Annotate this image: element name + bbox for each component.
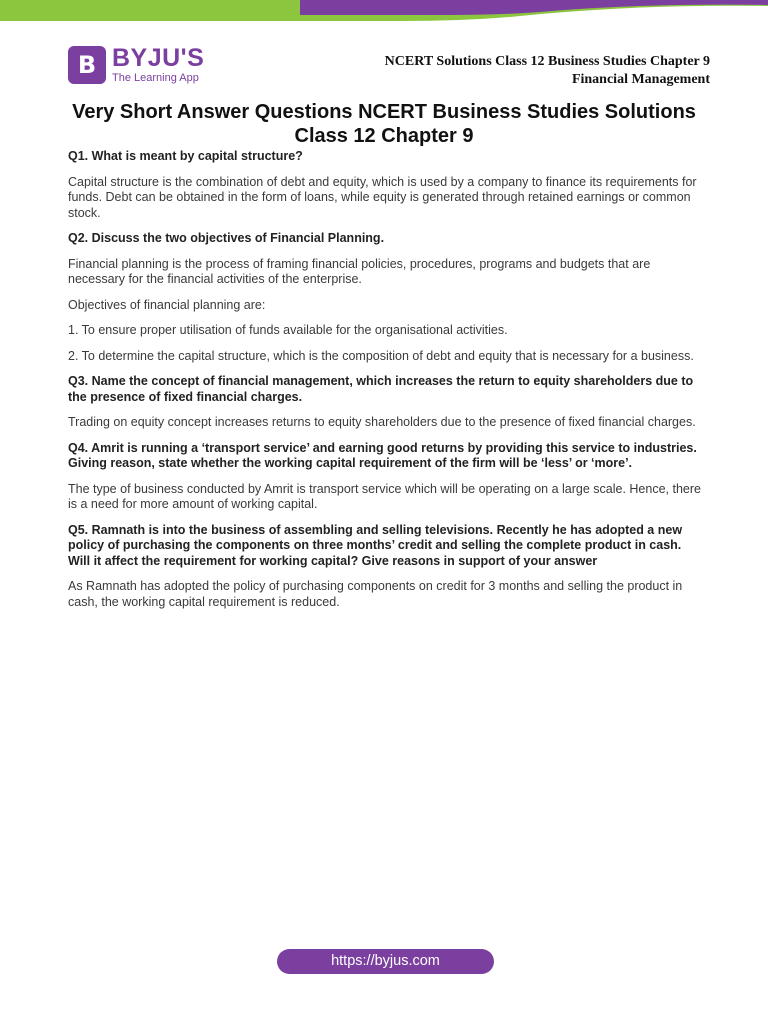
header-decor-band <box>0 0 768 26</box>
document-header <box>385 53 710 89</box>
page-title-line-1: Very Short Answer Questions NCERT Business Studies Solutions <box>72 101 696 123</box>
answer-text: Trading on equity concept increases returns to equity shareholders due to the presence of fixed financial charges. <box>68 415 696 429</box>
logo-brand-name: BYJU'S <box>112 44 205 72</box>
answer-text: Capital structure is the combination of debt and equity, which is used by a company to finance its requirements for funds. Debt can be obtained in the form of loans, while equity is generated through retained earnings or common stock. <box>68 174 697 220</box>
header-line-1: NCERT Solutions Class 12 Business Studies Chapter 9 <box>384 54 710 69</box>
answer-text: The type of business conducted by Amrit is transport service which will be operating on a large scale. Hence, there is a need for more amount of working capital. <box>68 481 701 511</box>
page-title-line-2: Class 12 Chapter 9 <box>294 125 474 147</box>
question-text: Q3. Name the concept of financial management, which increases the return to equity shareholders due to the presence of fixed financial charges. <box>68 374 694 404</box>
page-title <box>40 100 728 148</box>
answer-text: 2. To determine the capital structure, which is the composition of debt and equity that is necessary for a business. <box>68 348 694 363</box>
question-text: Q2. Discuss the two objectives of Financial Planning. <box>68 231 385 245</box>
question-text: Q5. Ramnath is into the business of assembling and selling televisions. Recently he has adopted a new policy of purchasing the components on three months’ credit and selling the complete product in cash. Will it affect the requirement for working capital? Give reasons in support of your answer <box>68 522 683 568</box>
question-text: Q1. What is meant by capital structure? <box>68 149 303 163</box>
answer-text: Objectives of financial planning are: <box>68 297 266 312</box>
logo-tagline: The Learning App <box>112 72 199 84</box>
byjus-logo[interactable] <box>68 45 204 85</box>
qa-content <box>68 149 704 620</box>
answer-text: 1. To ensure proper utilisation of funds available for the organisational activities. <box>68 323 508 337</box>
byjus-logo-icon: B <box>68 46 106 84</box>
question-text: Q4. Amrit is running a ‘transport service’ and earning good returns by providing this service to industries. Giving reason, state whether the working capital requirement of the firm will be ‘less’ or ‘more’. <box>68 440 697 470</box>
footer-url-link[interactable]: https://byjus.com <box>277 949 494 974</box>
answer-text: As Ramnath has adopted the policy of purchasing components on credit for 3 months and selling the product in cash, the working capital requirement is reduced. <box>68 579 683 609</box>
answer-text: Financial planning is the process of framing financial policies, procedures, programs and budgets that are necessary for the financial activities of the enterprise. <box>68 256 651 286</box>
header-line-2: Financial Management <box>571 72 710 87</box>
